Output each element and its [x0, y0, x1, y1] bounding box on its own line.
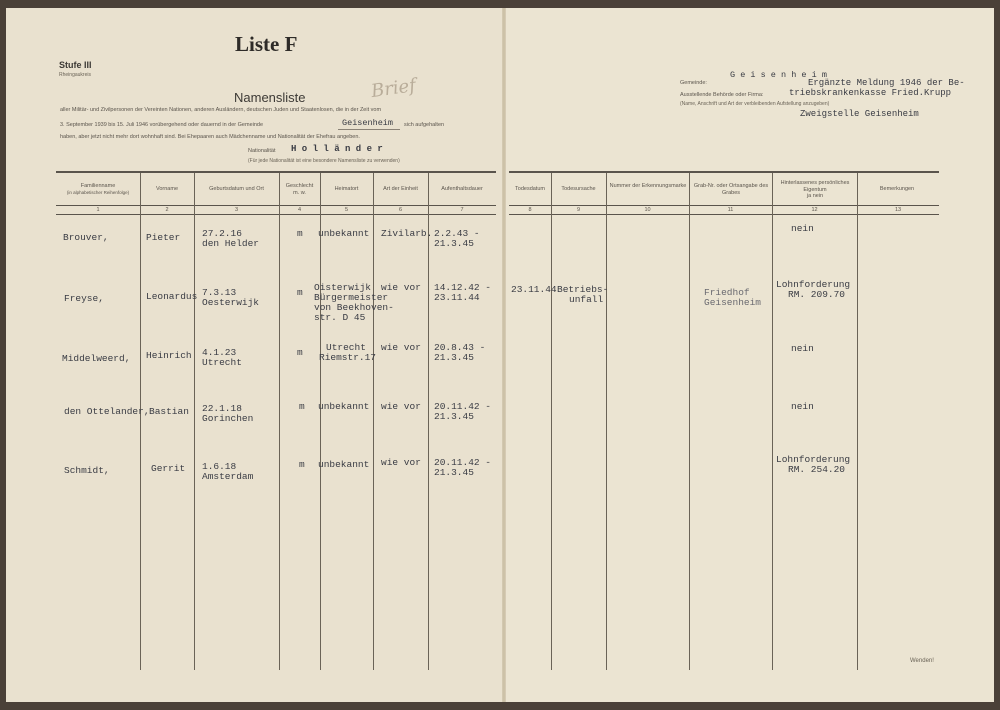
col-header-grab: Grab-Nr. oder Ortsangabe des Grabes: [693, 183, 769, 196]
right-page: [504, 8, 994, 702]
cell-todesursache-2: unfall: [569, 294, 604, 305]
cell-grab: Friedhof: [704, 287, 750, 298]
typed-line-3: Zweigstelle Geisenheim: [800, 109, 919, 119]
cell-geschlecht: m: [299, 401, 305, 412]
stufe-label: Stufe III: [59, 60, 92, 70]
behoerde-note: (Name, Anschrift und Art der verbleibenden Aufstellung anzugeben): [680, 101, 830, 107]
col-header-todesursache: Todesursache: [561, 186, 596, 192]
cell-geschlecht: m: [297, 347, 303, 358]
cell-eigentum-2: RM. 254.20: [788, 464, 846, 475]
cell-heimatort: Oisterwijk: [314, 282, 372, 293]
cell-familienname: Middelweerd,: [62, 353, 131, 364]
cell-aufenthalt-von: 20.8.43 -: [434, 342, 486, 353]
col-number: 13: [894, 207, 902, 213]
col-number: 11: [727, 207, 734, 213]
cell-aufenthalt-bis: 21.3.45: [434, 352, 474, 363]
cell-eigentum: nein: [791, 223, 814, 234]
table-top-rule-right: [509, 171, 939, 173]
center-fold: [502, 8, 506, 702]
cell-einheit: wie vor: [381, 457, 421, 468]
footer-wenden: Wenden!: [910, 658, 934, 664]
header-bottom-rule-left: [56, 205, 496, 206]
col-header-geschlecht: Geschlecht m. w.: [285, 183, 314, 196]
col-header-heimatort: Heimatort: [334, 186, 359, 192]
cell-heimatort: Utrecht: [326, 342, 366, 353]
cell-geburt-datum: 22.1.18: [202, 403, 242, 414]
cell-heimatort-2: Bürgermeister: [314, 292, 389, 303]
col-divider: [194, 173, 195, 670]
cell-aufenthalt-bis: 21.3.45: [434, 238, 474, 249]
cell-familienname: den Ottelander,: [64, 406, 150, 417]
cell-geburt-datum: 7.3.13: [202, 287, 237, 298]
cell-geburt-ort: Gorinchen: [202, 413, 254, 424]
cell-geburt-ort: Amsterdam: [202, 471, 254, 482]
cell-eigentum-2: RM. 209.70: [788, 289, 846, 300]
table-top-rule-left: [56, 171, 496, 173]
col-number: 1: [96, 207, 100, 213]
cell-eigentum: nein: [791, 401, 814, 412]
col-number: 6: [398, 207, 403, 213]
intro-line-3: haben, aber jetzt nicht mehr dort wohnhaft sind. Bei Ehepaaren auch Mädchenname und Nationalität der Ehefrau angeben.: [60, 134, 360, 140]
cell-aufenthalt-von: 14.12.42 -: [434, 282, 492, 293]
cell-geburt-datum: 4.1.23: [202, 347, 237, 358]
col-number: 2: [165, 207, 169, 213]
cell-aufenthalt-bis: 21.3.45: [434, 467, 474, 478]
namensliste-heading: Namensliste: [234, 90, 306, 105]
kreis-label: Rheingaukreis: [59, 72, 91, 78]
typed-line-1: Ergänzte Meldung 1946 der Be-: [808, 78, 965, 88]
col-divider: [857, 173, 858, 670]
cell-vorname: Heinrich: [146, 350, 192, 361]
cell-familienname: Brouver,: [63, 232, 109, 243]
cell-heimatort: unbekannt: [318, 459, 370, 470]
cell-einheit: wie vor: [381, 282, 421, 293]
col-divider: [279, 173, 280, 670]
cell-familienname: Freyse,: [64, 293, 104, 304]
col-divider: [320, 173, 321, 670]
cell-geschlecht: m: [297, 228, 303, 239]
cell-einheit: wie vor: [381, 342, 421, 353]
cell-heimatort: unbekannt: [318, 228, 370, 239]
col-number: 3: [234, 207, 239, 213]
col-number: 8: [528, 207, 532, 213]
cell-heimatort-4: str. D 45: [314, 312, 366, 323]
col-number: 7: [460, 207, 464, 213]
cell-familienname: Schmidt,: [64, 465, 110, 476]
cell-einheit: wie vor: [381, 401, 421, 412]
col-header-eigentum: Hinterlassenes persönliches Eigentum ja nein: [780, 180, 850, 199]
col-header-geburtsdatum: Geburtsdatum und Ort: [209, 186, 264, 192]
nationality-value: H o l l ä n d e r: [291, 144, 383, 154]
col-divider: [689, 173, 690, 670]
col-divider: [140, 173, 141, 670]
cell-geburt-ort: den Helder: [202, 238, 260, 249]
col-header-vorname: Vorname: [155, 186, 178, 192]
pencil-mark: Brief: [369, 74, 418, 103]
cell-geburt-ort: Oesterwijk: [202, 297, 260, 308]
cell-grab-2: Geisenheim: [704, 297, 762, 308]
col-header-aufenthaltsdauer: Aufenthaltsdauer: [441, 186, 483, 192]
cell-todesdatum: 23.11.44: [511, 284, 557, 295]
cell-aufenthalt-von: 20.11.42 -: [434, 457, 492, 468]
cell-aufenthalt-von: 20.11.42 -: [434, 401, 492, 412]
col-divider: [373, 173, 374, 670]
col-header-erkennungsmarke: Nummer der Erkennungsmarke: [609, 183, 687, 189]
col-number: 4: [297, 207, 302, 213]
cell-geburt-datum: 1.6.18: [202, 461, 237, 472]
number-row-rule-right: [509, 214, 939, 215]
header-bottom-rule-right: [509, 205, 939, 206]
col-header-einheit: Art der Einheit: [383, 186, 418, 192]
gemeinde-value: G e i s e n h e i m: [730, 70, 827, 80]
behoerde-label: Ausstellende Behörde oder Firma:: [680, 92, 764, 98]
cell-todesursache: Betriebs-: [557, 284, 609, 295]
cell-einheit: Zivilarb.: [381, 228, 433, 239]
col-divider: [772, 173, 773, 670]
cell-geburt-ort: Utrecht: [202, 357, 242, 368]
typed-line-2: triebskrankenkasse Fried.Krupp: [789, 88, 952, 98]
intro-line-1: aller Militär- und Zivilpersonen der Vereinten Nationen, anderen Ausländern, deutschen Juden und Staatenlosen, die in der Zeit vom: [60, 107, 382, 113]
cell-eigentum: nein: [791, 343, 814, 354]
gemeinde-label: Gemeinde:: [680, 80, 707, 86]
col-header-todesdatum: Todesdatum: [515, 186, 545, 192]
cell-vorname: Gerrit: [151, 463, 186, 474]
cell-vorname: Bastian: [149, 406, 189, 417]
col-divider: [606, 173, 607, 670]
cell-eigentum: Lohnforderung: [776, 279, 851, 290]
cell-geburt-datum: 27.2.16: [202, 228, 242, 239]
intro-line-2-end: sich aufgehalten: [404, 122, 445, 128]
cell-heimatort-3: von Beekhoven-: [314, 302, 394, 313]
cell-geschlecht: m: [297, 287, 303, 298]
col-number: 5: [344, 207, 349, 213]
number-row-rule-left: [56, 214, 496, 215]
cell-aufenthalt-bis: 23.11.44: [434, 292, 480, 303]
document-sheet: [6, 8, 994, 702]
cell-heimatort-2: Riemstr.17: [319, 352, 377, 363]
gemeinde-underline: [338, 129, 400, 130]
col-number: 9: [576, 207, 581, 213]
cell-vorname: Leonardus: [146, 291, 198, 302]
col-header-bemerkungen: Bemerkungen: [879, 186, 915, 192]
col-header-familienname: Familienname (in alphabetischer Reihenfolge): [66, 183, 130, 195]
col-number: 10: [644, 207, 651, 213]
col-number: 12: [811, 207, 818, 213]
cell-aufenthalt-bis: 21.3.45: [434, 411, 474, 422]
cell-vorname: Pieter: [146, 232, 181, 243]
gemeinde-typed: Geisenheim: [342, 118, 394, 128]
cell-eigentum: Lohnforderung: [776, 454, 851, 465]
nationality-note: (Für jede Nationalität ist eine besondere Namensliste zu verwenden): [248, 158, 400, 164]
col-divider: [551, 173, 552, 670]
intro-line-2: 3. September 1939 bis 15. Juli 1946 vorübergehend oder dauernd in der Gemeinde: [60, 122, 264, 128]
cell-aufenthalt-von: 2.2.43 -: [434, 228, 480, 239]
col-divider: [428, 173, 429, 670]
list-title: Liste F: [235, 32, 298, 56]
cell-heimatort: unbekannt: [318, 401, 370, 412]
nationality-label: Nationalität: [248, 148, 276, 154]
cell-geschlecht: m: [299, 459, 305, 470]
